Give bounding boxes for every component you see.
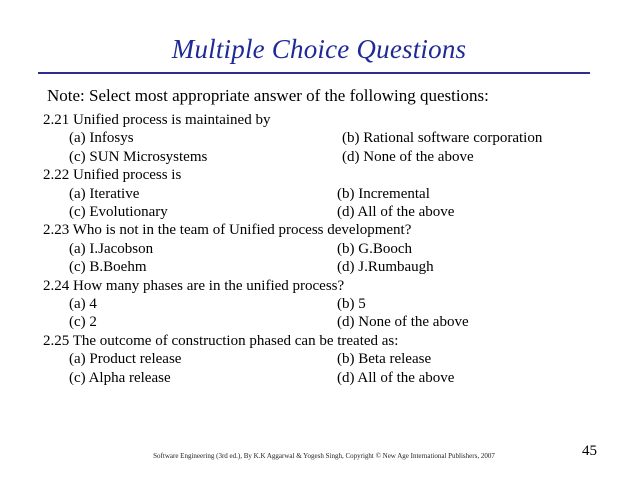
options-row — [43, 203, 455, 221]
options-row — [43, 369, 455, 387]
options-row — [43, 313, 469, 331]
option-c: (c) B.Boehm — [69, 259, 147, 276]
question-2-25: 2.25 The outcome of construction phased can be treated as: — [43, 332, 399, 349]
options-row — [43, 350, 432, 368]
option-c: (c) Evolutionary — [69, 203, 168, 220]
option-b: (b) G.Booch — [337, 240, 412, 257]
option-d: (d) None of the above — [337, 314, 469, 331]
question-2-23: 2.23 Who is not in the team of Unified process development? — [43, 222, 412, 239]
option-b: (b) Rational software corporation — [342, 130, 543, 147]
slide-title: Multiple Choice Questions — [171, 34, 467, 64]
footer-credit — [0, 452, 638, 460]
options-row — [43, 129, 543, 147]
option-d: (d) J.Rumbaugh — [337, 259, 434, 276]
option-a: (a) Iterative — [69, 185, 140, 202]
options-row — [43, 148, 474, 166]
option-a: (a) Infosys — [69, 130, 134, 147]
question-2-22: 2.22 Unified process is — [43, 167, 182, 184]
option-d: (d) None of the above — [342, 148, 474, 165]
instruction-note: Note: Select most appropriate answer of the following questions: — [47, 86, 489, 105]
question-list — [43, 111, 543, 387]
options-row — [43, 185, 430, 203]
option-d: (d) All of the above — [337, 203, 455, 220]
page-number: 45 — [582, 443, 597, 459]
options-row — [43, 240, 411, 258]
title-divider — [38, 72, 590, 74]
option-d: (d) All of the above — [337, 369, 455, 386]
option-c: (c) 2 — [69, 314, 97, 331]
options-row — [43, 295, 411, 313]
option-a: (a) 4 — [69, 295, 97, 312]
option-c: (c) Alpha release — [69, 369, 171, 386]
option-b: (b) Incremental — [337, 185, 430, 202]
option-a: (a) Product release — [69, 351, 182, 368]
question-2-21: 2.21 Unified process is maintained by — [43, 112, 271, 128]
option-b: (b) Beta release — [337, 351, 432, 368]
option-a: (a) I.Jacobson — [69, 240, 154, 257]
option-c: (c) SUN Microsystems — [69, 148, 208, 165]
footer-text: Software Engineering (3rd ed.), By K.K Aggarwal & Yogesh Singh, Copyright © New Age International Publishers, 2007 — [153, 452, 495, 460]
question-2-24: 2.24 How many phases are in the unified process? — [43, 277, 345, 294]
options-row — [43, 258, 434, 276]
option-b: (b) 5 — [337, 295, 366, 312]
